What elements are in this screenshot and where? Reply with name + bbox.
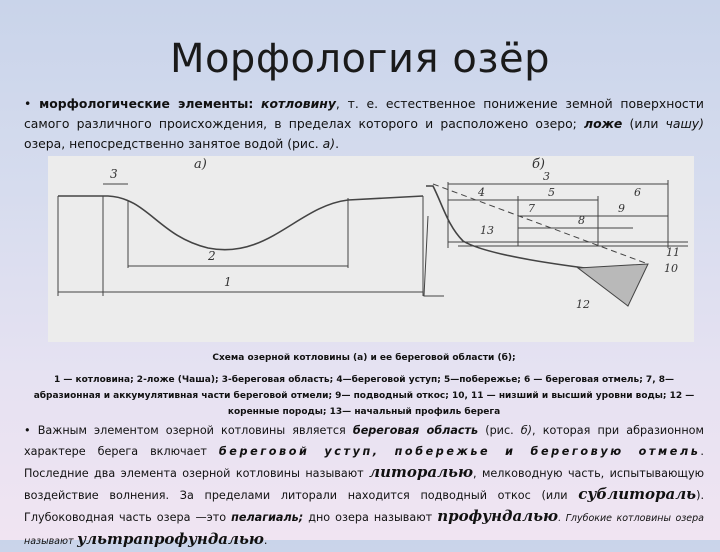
text: .: [263, 534, 268, 547]
text: (рис.: [485, 424, 514, 437]
caption-title: Схема озерной котловины (а) и ее береговой области (б);: [212, 353, 516, 363]
term-shore-area: береговая область: [352, 424, 479, 437]
number-label: 8: [578, 214, 585, 227]
term-sublittoral: сублитораль: [578, 485, 697, 503]
text: озера, непосредственно занятое водой (рис.: [24, 136, 319, 151]
diagram-b: [424, 180, 688, 306]
term-profundal: профундалью: [437, 507, 559, 525]
term-littoral: литоралью: [369, 463, 473, 481]
number-label: 7: [528, 202, 535, 215]
number-label: 13: [480, 224, 494, 237]
figure-drawing: [48, 156, 694, 342]
slide-title: Морфология озёр: [169, 36, 551, 82]
bullet: •: [24, 96, 32, 111]
number-label: 11: [666, 246, 680, 259]
term-chasha: чашу): [665, 116, 704, 131]
text: .: [335, 136, 340, 151]
bullet: •: [24, 424, 31, 437]
paragraph-morphology-elements: [24, 94, 704, 154]
term-morphological-elements: морфологические элементы:: [39, 96, 254, 111]
caption-legend: 1 — котловина; 2-ложе (Чаша); 3-береговая область; 4—береговой уступ; 5—побережье; 6 — береговая отмель; 7, 8— абразионная и аккумулятивная части береговой отмели; 9— подводный откос; 10, 11 — низший и высший уровни воды; 12 — коренные породы; 13— начальный профиль берега: [33, 375, 695, 417]
text: ). Глубоководная часть озера —это: [24, 489, 704, 524]
figure-caption: [24, 350, 704, 420]
figure-ref-b: б): [520, 424, 533, 437]
number-label: 6: [634, 186, 641, 199]
number-label: 3: [110, 167, 118, 181]
text: . Глубокие котловины озера называют: [24, 513, 705, 547]
diagram-a: [58, 184, 423, 296]
term-ultraprofundal: ультрапрофундалью: [77, 530, 264, 548]
text: , т. е. естественное понижение земной поверхности самого различного происхождения, в пределах которого и расположено озеро;: [24, 96, 704, 131]
text: (или: [629, 116, 659, 131]
number-label: 3: [543, 170, 550, 183]
basin-profile: [58, 196, 423, 250]
number-label: 9: [618, 202, 625, 215]
number-label: 4: [478, 186, 485, 199]
text: дно озера называют: [308, 511, 433, 524]
text: Важным элементом озерной котловины является: [37, 424, 346, 437]
number-label: 2: [208, 249, 216, 263]
number-label: 10: [664, 262, 678, 275]
figure-ref-a: а): [322, 136, 336, 151]
term-lozhe: ложе: [584, 116, 623, 131]
text: . Последние два элемента озерной котловины называют: [24, 445, 704, 480]
initial-profile-line: [433, 184, 648, 264]
text: , которая при абразионном характере берега включает: [24, 424, 704, 458]
number-label: 12: [576, 298, 590, 311]
number-label: 1: [224, 275, 232, 289]
term-pelagial: пелагиаль;: [231, 511, 304, 524]
lake-basin-figure: [48, 156, 694, 342]
paragraph-shore-area: [24, 420, 704, 552]
number-label: 5: [548, 186, 555, 199]
text: , мелководную часть, испытывающую воздействие волнения. За пределами литорали находится подводный откос (или: [24, 467, 704, 502]
bedrock-hatch: [424, 216, 444, 296]
term-kotlovina: котловину: [261, 96, 336, 111]
label-b: б): [532, 157, 546, 172]
label-a: а): [194, 157, 207, 172]
term-shore-elements: береговой уступ, побережье и береговую отмель: [218, 445, 701, 458]
